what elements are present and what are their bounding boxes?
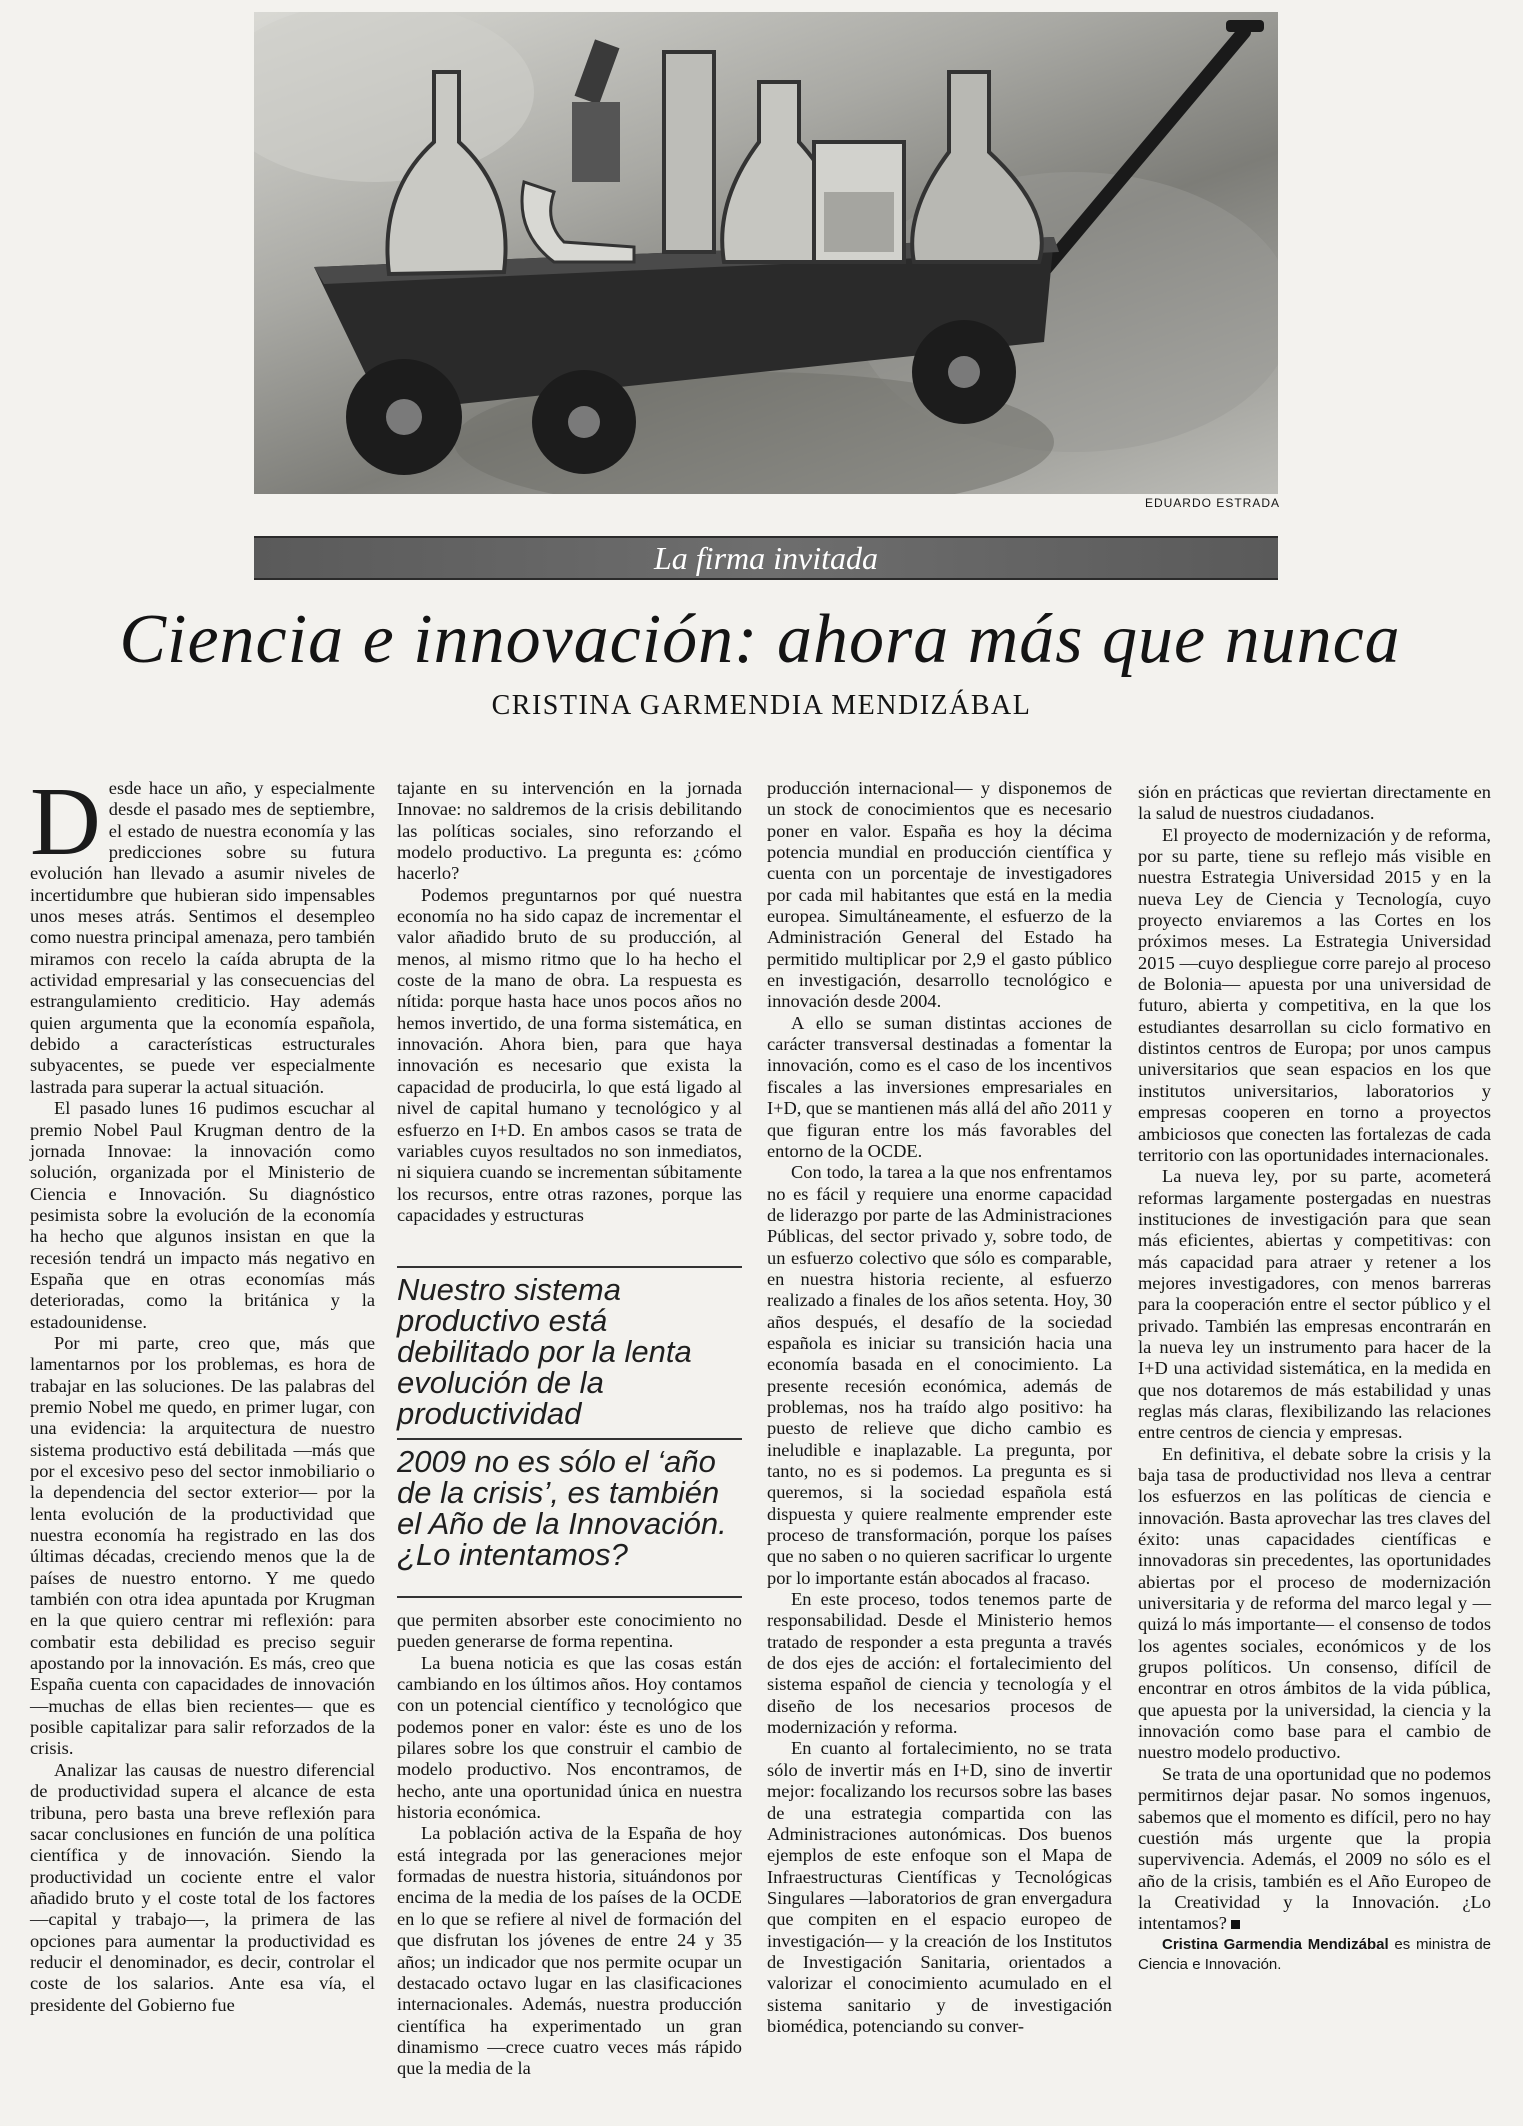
illustration xyxy=(254,12,1278,494)
paragraph: La nueva ley, por su parte, acometerá reformas largamente postergadas en nuestras instituciones de investigación para que sean más eficientes, abiertas y competitivas: con más capacidad para atraer y retener a los mejores investigadores, con menos barreras para la cooperación entre el sector público y el privado. También las empresas encontrarán en la nueva ley un instrumento para hacer de la I+D una actividad sistemática, en la medida en que nos dotaremos de más estabilidad y unas reglas más claras, flexibilizando las relaciones entre centros de ciencia y empresas. xyxy=(1138,1166,1491,1443)
paragraph: La población activa de la España de hoy está integrada por las generaciones mejor formadas de nuestra historia, situándonos por encima de la media de los países de la OCDE en lo que se refiere al nivel de formación del que disfrutan los jóvenes de entre 24 y 35 años; un indicador que nos permite ocupar un destacado octavo lugar en las clasificaciones internacionales. Además, nuestra producción científica ha experimentado un gran dinamismo —crece cuatro veces más rápido que la media de la xyxy=(397,1823,742,2079)
paragraph: En cuanto al fortalecimiento, no se trata sólo de invertir más en I+D, sino de invertir mejor: focalizando los recursos sobre las bases de una estrategia compartida con las Administraciones autonómicas. Dos buenos ejemplos de este enfoque son el Mapa de Infraestructuras Científicas y Tecnológicas Singulares —laboratorios de gran envergadura que compiten en el espacio europeo de investigación— y la creación de los Institutos de Investigación Sanitaria, orientados a valorizar el conocimiento acumulado en el sistema sanitario y de investigación biomédica, potenciando su conver- xyxy=(767,1738,1112,2036)
paragraph: La buena noticia es que las cosas están cambiando en los últimos años. Hoy contamos con un potencial científico y tecnológico que podemos poner en valor: éste es uno de los pilares sobre los que construir el cambio de modelo productivo. Nos encontramos, de hecho, ante una oportunidad única en nuestra historia económica. xyxy=(397,1652,742,1823)
paragraph: que permiten absorber este conocimiento no pueden generarse de forma repentina. xyxy=(397,1610,742,1652)
pull-quote: Nuestro sistema productivo está debilitado por la lenta evolución de la productividad xyxy=(397,1266,742,1424)
paragraph: Desde hace un año, y especialmente desde el pasado mes de septiembre, el estado de nuestra economía y las predicciones sobre su futura evolución han llevado a asumir niveles de incertidumbre que hubieran sido impensables unos meses atrás. Sentimos el desempleo como nuestra principal amenaza, pero también miramos con recelo la caída abrupta de la actividad empresarial y las consecuencias del estrangulamiento crediticio. Hay además quien argumenta que la economía española, debido a características estructurales subyacentes, se puede ver especialmente lastrada para superar la actual situación. xyxy=(30,768,375,1097)
paragraph: En definitiva, el debate sobre la crisis y la baja tasa de productividad nos lleva a centrar los esfuerzos en las políticas de ciencia e innovación. Basta aprovechar las tres claves del éxito: unas capacidades científicas e innovadoras sin precedentes, las oportunidades abiertas por el proceso de modernización universitaria y de reforma del marco legal y —quizá lo más importante— el consenso de todos los agentes sociales, económicos y de los grupos políticos. Un consenso, difícil de encontrar en otros ámbitos de la vida pública, que apuesta por la universidad, la ciencia y la innovación como base para el cambio de nuestro modelo productivo. xyxy=(1138,1443,1491,1763)
paragraph: Con todo, la tarea a la que nos enfrentamos no es fácil y requiere una enorme capacidad de liderazgo por parte de las Administraciones Públicas, del sector privado y, sobre todo, de un esfuerzo colectivo que sólo es comparable, en nuestra historia reciente, al esfuerzo realizado a finales de los años setenta. Hoy, 30 años después, el desafío de la sociedad española es iniciar su transición hacia una economía basada en el conocimiento. La presente recesión económica, además de problemas, nos ha traído algo positivo: ha puesto de relieve que dicho cambio es ineludible e inaplazable. La pregunta, por tanto, no es si podemos. La pregunta es si queremos, si la sociedad española está dispuesta y quiere realmente emprender este proceso de transformación, porque los países que no saben o no quieren sacrificar lo urgente por lo importante están abocados al fracaso. xyxy=(767,1162,1112,1588)
drop-cap: D xyxy=(30,768,101,876)
paragraph: sión en prácticas que reviertan directamente en la salud de nuestros ciudadanos. xyxy=(1138,782,1491,824)
paragraph: tajante en su intervención en la jornada Innovae: no saldremos de la crisis debilitando las políticas sociales, sino reforzando el modelo productivo. La pregunta es: ¿cómo hacerlo? xyxy=(397,778,742,884)
article-column-4 xyxy=(1138,782,1491,1975)
paragraph: Analizar las causas de nuestro diferencial de productividad supera el alcance de esta tribuna, pero basta una breve reflexión para sacar conclusiones en función de una política científica y de innovación. Siendo la productividad un cociente entre el valor añadido bruto y el coste total de los factores —capital y trabajo—, la primera de las opciones para aumentar la productividad es reducir el denominador, es decir, controlar el coste de los salarios. Ante esa vía, el presidente del Gobierno fue xyxy=(30,1759,375,2015)
illustration-credit: EDUARDO ESTRADA xyxy=(1144,496,1280,510)
end-mark-icon xyxy=(1231,1920,1240,1929)
paragraph: producción internacional— y disponemos de un stock de conocimientos que es necesario poner en valor. España es hoy la décima potencia mundial en producción científica y cuenta con un porcentaje de investigadores por cada mil habitantes que está en la media europea. Simultáneamente, el esfuerzo de la Administración General del Estado ha permitido multiplicar por 2,9 el gasto público en investigación, desarrollo tecnológico e innovación desde 2004. xyxy=(767,778,1112,1012)
author-name: Cristina Garmendia Mendizábal xyxy=(1162,1935,1389,1953)
paragraph: Por mi parte, creo que, más que lamentarnos por los problemas, es hora de trabajar en las soluciones. De las palabras del premio Nobel me quedo, en primer lugar, con una evidencia: la arquitectura de nuestro sistema productivo está debilitada —más que por el excesivo peso del sector inmobiliario o la dependencia del sector exterior— por la lenta evolución de la productividad que nuestra economía ha registrado en las dos últimas décadas, creciendo menos que la de países de nuestro entorno. Y me quedo también con otra idea apuntada por Krugman en la que quiero centrar mi reflexión: para combatir esta debilidad es preciso seguir apostando por la innovación. Es más, creo que España cuenta con capacidades de innovación —muchas de ellas bien recientes— que es posible capitalizar para salir reforzados de la crisis. xyxy=(30,1332,375,1759)
section-banner: La firma invitada xyxy=(254,536,1278,580)
article-column-1 xyxy=(30,768,375,2016)
paragraph: Se trata de una oportunidad que no podemos permitirnos dejar pasar. No somos ingenuos, sabemos que el momento es difícil, pero no hay cuestión más urgente que la propia supervivencia. Además, el 2009 no sólo es el año de la crisis, también es el Año Europeo de la Creatividad y la Innovación. ¿Lo intentamos? xyxy=(1138,1763,1491,1934)
headline: Ciencia e innovación: ahora más que nunca xyxy=(119,601,1401,678)
beaker-icon xyxy=(814,142,904,262)
paragraph: Podemos preguntarnos por qué nuestra economía no ha sido capaz de incrementar el valor añadido bruto de su producción, al menos, al mismo ritmo que lo ha hecho el coste de la mano de obra. La respuesta es nítida: porque hasta hace unos pocos años no hemos invertido, de una forma sistemática, en innovación. Ahora bien, para que haya innovación es necesario que exista la capacidad de producirla, lo que está ligado al nivel de capital humano y tecnológico y al esfuerzo en I+D. En ambos casos se trata de variables cuyos resultados no son inmediatos, ni siquiera cuando se incrementan súbitamente los recursos, entre otras razones, porque las capacidades y estructuras xyxy=(397,884,742,1225)
author-note: Cristina Garmendia Mendizábal es ministra de Ciencia e Innovación. xyxy=(1138,1935,1491,1973)
article-column-3 xyxy=(767,778,1112,2037)
microscope-icon xyxy=(522,39,634,262)
article-column-2 xyxy=(397,778,742,1226)
pull-quote: 2009 no es sólo el ‘año de la crisis’, es también el Año de la Innovación. ¿Lo intentamos? xyxy=(397,1438,742,1596)
paragraph: A ello se suman distintas acciones de carácter transversal destinadas a fomentar la innovación, como es el caso de los incentivos fiscales a las inversiones empresariales en I+D, que se mantienen más allá del año 2011 y que figuran entre los más favorables del entorno de la OCDE. xyxy=(767,1012,1112,1161)
paragraph: En este proceso, todos tenemos parte de responsabilidad. Desde el Ministerio hemos tratado de responder a esta pregunta a través de dos ejes de acción: el fortalecimiento del sistema español de ciencia y tecnología y el diseño de los necesarios procesos de modernización y reforma. xyxy=(767,1589,1112,1738)
paragraph: El proyecto de modernización y de reforma, por su parte, tiene su reflejo más visible en nuestra Estrategia Universidad 2015 y en la nueva Ley de Ciencia y Tecnología, cuyo proyecto enviaremos a las Cortes en los próximos meses. La Estrategia Universidad 2015 —cuyo despliegue corre parejo al proceso de Bolonia— apuesta por una universidad de futuro, abierta y competitiva, en la que los estudiantes desarrollan su ciclo formativo en distintos centros de Europa; por unos campus universitarios que sean espacios en los que institutos universitarios, laboratorios y empresas cooperen en torno a proyectos ambiciosos que conecten las fortalezas de cada territorio con las oportunidades internacionales. xyxy=(1138,824,1491,1165)
article-column-2-continued xyxy=(397,1610,742,2080)
wagon-illustration xyxy=(254,12,1278,494)
divider xyxy=(397,1596,742,1598)
paragraph: El pasado lunes 16 pudimos escuchar al premio Nobel Paul Krugman dentro de la jornada Innovae: la innovación como solución, organizada por el Ministerio de Ciencia e Innovación. Su diagnóstico pesimista sobre la evolución de la economía ha hecho que algunos insistan en que la recesión tendrá un impacto más negativo en España que en otras economías más deterioradas, como la británica y la estadounidense. xyxy=(30,1098,375,1332)
byline: CRISTINA GARMENDIA MENDIZÁBAL xyxy=(491,690,1032,721)
